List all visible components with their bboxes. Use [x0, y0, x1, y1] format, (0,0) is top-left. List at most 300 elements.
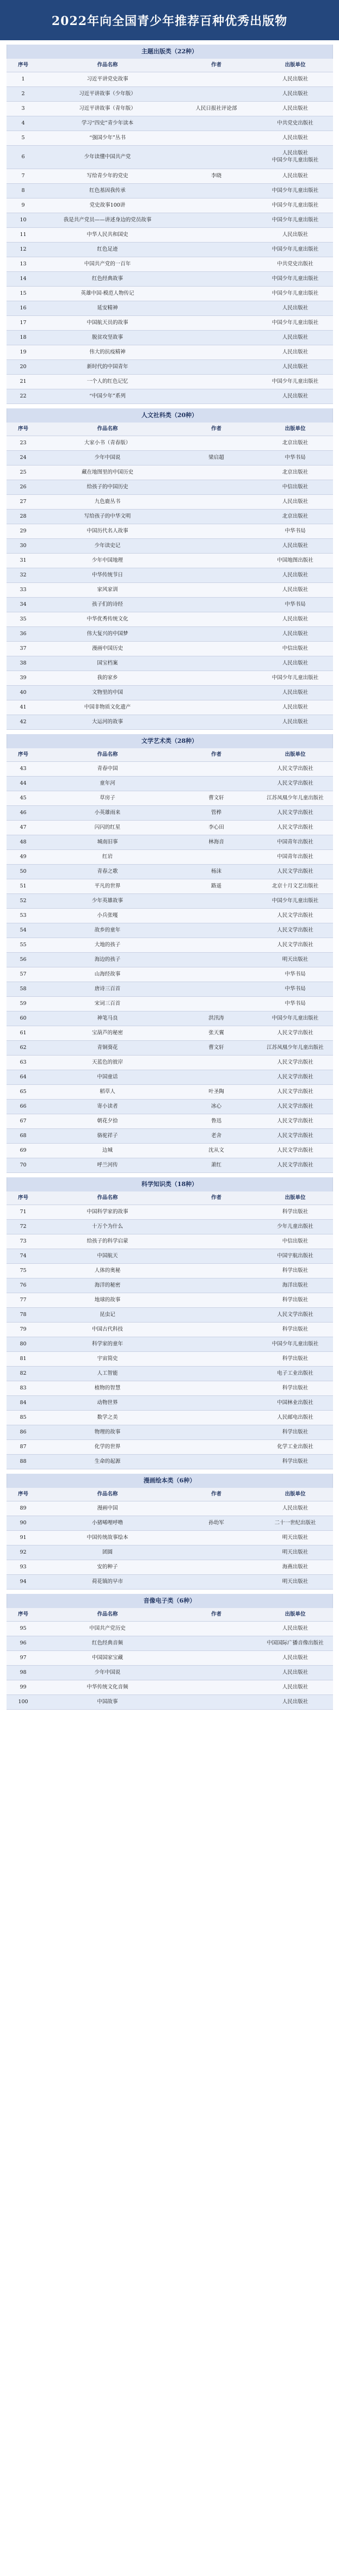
- publisher: 二十一世纪出版社: [258, 1516, 333, 1531]
- author: [175, 1056, 258, 1070]
- author: [175, 131, 258, 146]
- author: [175, 257, 258, 272]
- table-row: [7, 1041, 333, 1056]
- table-row: [7, 1560, 333, 1575]
- publisher: 人民出版社: [258, 568, 333, 583]
- table-row: [7, 850, 333, 865]
- row-number: 70: [7, 1158, 40, 1173]
- row-number: 41: [7, 700, 40, 715]
- publisher: 人民文学出版社: [258, 938, 333, 953]
- table-row: [7, 923, 333, 938]
- work-title: 海边的孩子: [40, 953, 175, 967]
- work-title: 大运河的故事: [40, 715, 175, 730]
- row-number: 1: [7, 72, 40, 87]
- table-row: [7, 345, 333, 360]
- table-body: [7, 436, 333, 730]
- publisher: 中国少年儿童出版社: [258, 671, 333, 686]
- publisher: 人民文学出版社: [258, 1070, 333, 1085]
- table-row: [7, 102, 333, 116]
- publisher: 中国地图出版社: [258, 554, 333, 568]
- work-title: 中国科学家的故事: [40, 1205, 175, 1220]
- table-row: [7, 938, 333, 953]
- publisher: 中信出版社: [258, 642, 333, 656]
- author: [175, 686, 258, 700]
- table-body: [7, 1205, 333, 1469]
- work-title: 地球的故事: [40, 1293, 175, 1308]
- row-number: 9: [7, 198, 40, 213]
- publisher: 中国少年儿童出版社: [258, 184, 333, 198]
- author: 梁启超: [175, 451, 258, 465]
- row-number: 6: [7, 146, 40, 169]
- work-title: 生命的起源: [40, 1455, 175, 1469]
- work-title: 漫画中国历史: [40, 642, 175, 656]
- author: [175, 1440, 258, 1455]
- header-cell-3: 出版单位: [258, 423, 333, 436]
- work-title: 大地的孩子: [40, 938, 175, 953]
- author: 沈从文: [175, 1144, 258, 1158]
- work-title: 海洋的秘密: [40, 1278, 175, 1293]
- work-title: 伟大的抗疫精神: [40, 345, 175, 360]
- row-number: 77: [7, 1293, 40, 1308]
- publisher: 人民出版社: [258, 1501, 333, 1516]
- row-number: 38: [7, 656, 40, 671]
- publisher: 人民出版社: [258, 345, 333, 360]
- work-title: 青春中国: [40, 762, 175, 777]
- work-title: 党史故事100讲: [40, 198, 175, 213]
- row-number: 89: [7, 1501, 40, 1516]
- author: [175, 1695, 258, 1710]
- row-number: 76: [7, 1278, 40, 1293]
- author: [175, 243, 258, 257]
- publisher: 江苏凤凰少年儿童出版社: [258, 1041, 333, 1056]
- publisher: 人民出版社: [258, 360, 333, 375]
- table-row: [7, 568, 333, 583]
- table-row: [7, 1100, 333, 1114]
- row-number: 63: [7, 1056, 40, 1070]
- publisher: 人民文学出版社: [258, 1056, 333, 1070]
- publisher: 人民文学出版社: [258, 1085, 333, 1100]
- publisher: 海洋出版社: [258, 1278, 333, 1293]
- publisher: 人民出版社: [258, 87, 333, 102]
- table-row: [7, 539, 333, 554]
- table-row: [7, 87, 333, 102]
- publisher: 中华书局: [258, 997, 333, 1011]
- table-row: [7, 1293, 333, 1308]
- author: [175, 1249, 258, 1264]
- publisher: 人民文学出版社: [258, 1026, 333, 1041]
- author: [175, 997, 258, 1011]
- table-row: [7, 257, 333, 272]
- publisher: 人民出版社: [258, 1622, 333, 1636]
- row-number: 61: [7, 1026, 40, 1041]
- table-row: [7, 1680, 333, 1695]
- publisher: 中国青年出版社: [258, 850, 333, 865]
- table-row: [7, 1545, 333, 1560]
- author: [175, 568, 258, 583]
- author: [175, 1278, 258, 1293]
- row-number: 98: [7, 1666, 40, 1680]
- work-title: 物理的故事: [40, 1425, 175, 1440]
- work-title: 红色经典音频: [40, 1636, 175, 1651]
- header-cell-0: 序号: [7, 59, 40, 72]
- author: [175, 198, 258, 213]
- publisher: 中国林业出版社: [258, 1396, 333, 1411]
- work-title: 漫画中国: [40, 1501, 175, 1516]
- publisher: 科学出版社: [258, 1425, 333, 1440]
- row-number: 23: [7, 436, 40, 451]
- row-number: 72: [7, 1220, 40, 1234]
- publisher: 中共党史出版社: [258, 257, 333, 272]
- author: [175, 1666, 258, 1680]
- publisher: 人民出版社: [258, 686, 333, 700]
- table-header: [7, 1608, 333, 1622]
- table-row: [7, 375, 333, 389]
- author: [175, 495, 258, 510]
- table-row: [7, 272, 333, 287]
- table-row: [7, 612, 333, 627]
- table-row: [7, 524, 333, 539]
- table-row: [7, 821, 333, 835]
- publisher: 中华书局: [258, 524, 333, 539]
- publisher: 人民出版社: [258, 656, 333, 671]
- table-body: [7, 1622, 333, 1710]
- row-number: 97: [7, 1651, 40, 1666]
- row-number: 67: [7, 1114, 40, 1129]
- publisher: 中国国际广播音像出版社: [258, 1636, 333, 1651]
- publisher: 北京出版社: [258, 510, 333, 524]
- work-title: 习近平讲故事（少年版）: [40, 87, 175, 102]
- row-number: 37: [7, 642, 40, 656]
- publisher: 中国少年儿童出版社: [258, 1337, 333, 1352]
- work-title: 中华人民共和国史: [40, 228, 175, 243]
- publisher: 人民出版社: [258, 72, 333, 87]
- work-title: 十万个为什么: [40, 1220, 175, 1234]
- row-number: 57: [7, 967, 40, 982]
- sections-container: [0, 40, 339, 1710]
- publisher: 北京出版社: [258, 436, 333, 451]
- table-row: [7, 1501, 333, 1516]
- author: [175, 389, 258, 404]
- author: 老舍: [175, 1129, 258, 1144]
- publisher: 中华书局: [258, 451, 333, 465]
- header-cell-0: 序号: [7, 1488, 40, 1501]
- row-number: 31: [7, 554, 40, 568]
- table-row: [7, 1622, 333, 1636]
- publisher: 人民文学出版社: [258, 806, 333, 821]
- publisher: 人民出版社 中国少年儿童出版社: [258, 146, 333, 169]
- table-row: [7, 1411, 333, 1425]
- row-number: 85: [7, 1411, 40, 1425]
- table-row: [7, 169, 333, 184]
- header-cell-0: 序号: [7, 748, 40, 762]
- author: [175, 554, 258, 568]
- publisher: 人民出版社: [258, 169, 333, 184]
- work-title: 童年河: [40, 777, 175, 791]
- table-row: [7, 1455, 333, 1469]
- table-row: [7, 1144, 333, 1158]
- author: [175, 1323, 258, 1337]
- table-row: [7, 1085, 333, 1100]
- table-row: [7, 967, 333, 982]
- publisher: 江苏凤凰少年儿童出版社: [258, 791, 333, 806]
- table-row: [7, 1056, 333, 1070]
- header-cell-1: 作品名称: [40, 1191, 175, 1205]
- work-title: 九色鹿丛书: [40, 495, 175, 510]
- work-title: 少年中国说: [40, 1666, 175, 1680]
- header-cell-2: 作者: [175, 1191, 258, 1205]
- table-row: [7, 146, 333, 169]
- header-cell-0: 序号: [7, 423, 40, 436]
- work-title: 小兵张嘎: [40, 909, 175, 923]
- page-title: 2022年向全国青少年推荐百种优秀出版物: [51, 14, 288, 28]
- author: [175, 642, 258, 656]
- table-row: [7, 1695, 333, 1710]
- row-number: 11: [7, 228, 40, 243]
- row-number: 25: [7, 465, 40, 480]
- row-number: 69: [7, 1144, 40, 1158]
- author: [175, 146, 258, 169]
- publisher: 科学出版社: [258, 1381, 333, 1396]
- row-number: 90: [7, 1516, 40, 1531]
- header-cell-2: 作者: [175, 1488, 258, 1501]
- publisher: 人民出版社: [258, 1695, 333, 1710]
- row-number: 58: [7, 982, 40, 997]
- row-number: 50: [7, 865, 40, 879]
- section-gap: [0, 1590, 339, 1594]
- publisher: 海燕出版社: [258, 1560, 333, 1575]
- title-banner: [0, 0, 339, 40]
- author: 萧红: [175, 1158, 258, 1173]
- author: [175, 777, 258, 791]
- author: [175, 184, 258, 198]
- section-gap: [0, 40, 339, 45]
- work-title: 荷花镇的早市: [40, 1575, 175, 1590]
- header-cell-3: 出版单位: [258, 1488, 333, 1501]
- row-number: 13: [7, 257, 40, 272]
- row-number: 68: [7, 1129, 40, 1144]
- row-number: 7: [7, 169, 40, 184]
- author: [175, 465, 258, 480]
- row-number: 74: [7, 1249, 40, 1264]
- author: [175, 228, 258, 243]
- publisher: 电子工业出版社: [258, 1367, 333, 1381]
- author: [175, 612, 258, 627]
- table-body: [7, 762, 333, 1173]
- work-title: 人体的奥秘: [40, 1264, 175, 1278]
- table-row: [7, 1264, 333, 1278]
- table-row: [7, 1129, 333, 1144]
- row-number: 43: [7, 762, 40, 777]
- row-number: 21: [7, 375, 40, 389]
- table-row: [7, 1308, 333, 1323]
- row-number: 99: [7, 1680, 40, 1695]
- author: [175, 1622, 258, 1636]
- work-title: 中国非物质文化遗产: [40, 700, 175, 715]
- table-row: [7, 451, 333, 465]
- table-row: [7, 1666, 333, 1680]
- table-row: [7, 436, 333, 451]
- work-title: 少年中国地理: [40, 554, 175, 568]
- work-title: 中国童话: [40, 1070, 175, 1085]
- section-title: 音像电子类（6种）: [7, 1594, 333, 1608]
- table-row: [7, 1220, 333, 1234]
- work-title: 植物的智慧: [40, 1381, 175, 1396]
- row-number: 48: [7, 835, 40, 850]
- work-title: 大家小书（青春版）: [40, 436, 175, 451]
- row-number: 75: [7, 1264, 40, 1278]
- publisher: 人民出版社: [258, 583, 333, 598]
- work-title: 少年英雄故事: [40, 894, 175, 909]
- table-row: [7, 480, 333, 495]
- author: [175, 1531, 258, 1545]
- table-row: [7, 213, 333, 228]
- work-title: 红色基因我传承: [40, 184, 175, 198]
- publisher: 人民出版社: [258, 389, 333, 404]
- author: [175, 953, 258, 967]
- table-row: [7, 642, 333, 656]
- table-row: [7, 389, 333, 404]
- work-title: 寄小读者: [40, 1100, 175, 1114]
- work-title: 新时代的中国青年: [40, 360, 175, 375]
- table-row: [7, 583, 333, 598]
- work-title: 团圆: [40, 1545, 175, 1560]
- table-row: [7, 1651, 333, 1666]
- row-number: 100: [7, 1695, 40, 1710]
- author: [175, 1680, 258, 1695]
- table-row: [7, 777, 333, 791]
- row-number: 91: [7, 1531, 40, 1545]
- author: [175, 539, 258, 554]
- work-title: 宝葫芦的秘密: [40, 1026, 175, 1041]
- table-row: [7, 1440, 333, 1455]
- table-row: [7, 1425, 333, 1440]
- work-title: 宇宙简史: [40, 1352, 175, 1367]
- work-title: 中国传统故事绘本: [40, 1531, 175, 1545]
- row-number: 39: [7, 671, 40, 686]
- table-row: [7, 301, 333, 316]
- work-title: 中国古代科技: [40, 1323, 175, 1337]
- table-row: [7, 1249, 333, 1264]
- publisher: 人民文学出版社: [258, 1100, 333, 1114]
- author: [175, 850, 258, 865]
- author: [175, 1411, 258, 1425]
- row-number: 95: [7, 1622, 40, 1636]
- row-number: 2: [7, 87, 40, 102]
- row-number: 18: [7, 331, 40, 345]
- table-row: [7, 598, 333, 612]
- table-row: [7, 671, 333, 686]
- publisher: 科学出版社: [258, 1455, 333, 1469]
- author: [175, 116, 258, 131]
- author: [175, 1070, 258, 1085]
- table-row: [7, 131, 333, 146]
- author: [175, 656, 258, 671]
- table-body: [7, 1501, 333, 1590]
- work-title: 青铜葵花: [40, 1041, 175, 1056]
- header-cell-2: 作者: [175, 748, 258, 762]
- author: [175, 1220, 258, 1234]
- work-title: 骆驼祥子: [40, 1129, 175, 1144]
- publisher: 中国少年儿童出版社: [258, 1011, 333, 1026]
- publisher: 人民文学出版社: [258, 762, 333, 777]
- table-row: [7, 1011, 333, 1026]
- author: 张天翼: [175, 1026, 258, 1041]
- table-row: [7, 762, 333, 777]
- author: [175, 510, 258, 524]
- work-title: 中华传统文化音频: [40, 1680, 175, 1695]
- publisher: 中国少年儿童出版社: [258, 243, 333, 257]
- table-row: [7, 510, 333, 524]
- table-row: [7, 953, 333, 967]
- row-number: 59: [7, 997, 40, 1011]
- work-title: 藏在地图里的中国历史: [40, 465, 175, 480]
- publisher: 中国少年儿童出版社: [258, 198, 333, 213]
- author: [175, 1381, 258, 1396]
- publisher: 中国少年儿童出版社: [258, 213, 333, 228]
- work-title: 故乡的童年: [40, 923, 175, 938]
- table-row: [7, 865, 333, 879]
- publisher: 中国少年儿童出版社: [258, 375, 333, 389]
- row-number: 73: [7, 1234, 40, 1249]
- section-0: [7, 45, 333, 404]
- publisher: 中信出版社: [258, 480, 333, 495]
- table-row: [7, 1114, 333, 1129]
- table-row: [7, 116, 333, 131]
- header-cell-1: 作品名称: [40, 59, 175, 72]
- section-gap: [0, 1469, 339, 1474]
- section-4: [7, 1474, 333, 1590]
- publisher: 人民出版社: [258, 612, 333, 627]
- row-number: 53: [7, 909, 40, 923]
- row-number: 3: [7, 102, 40, 116]
- author: [175, 715, 258, 730]
- table-row: [7, 184, 333, 198]
- work-title: 平凡的世界: [40, 879, 175, 894]
- work-title: 写给孩子的中华文明: [40, 510, 175, 524]
- publisher: 人民文学出版社: [258, 1114, 333, 1129]
- row-number: 33: [7, 583, 40, 598]
- table-row: [7, 1337, 333, 1352]
- author: 洪汛涛: [175, 1011, 258, 1026]
- publisher: 人民文学出版社: [258, 909, 333, 923]
- publisher: 中国少年儿童出版社: [258, 272, 333, 287]
- row-number: 54: [7, 923, 40, 938]
- row-number: 24: [7, 451, 40, 465]
- work-title: 中国共产党历史: [40, 1622, 175, 1636]
- row-number: 30: [7, 539, 40, 554]
- table-row: [7, 1352, 333, 1367]
- author: [175, 87, 258, 102]
- table-row: [7, 1234, 333, 1249]
- work-title: 少年读史记: [40, 539, 175, 554]
- section-title: 文学艺术类（28种）: [7, 734, 333, 748]
- work-title: 写给青少年的党史: [40, 169, 175, 184]
- work-title: 城南旧事: [40, 835, 175, 850]
- table-row: [7, 1575, 333, 1590]
- row-number: 27: [7, 495, 40, 510]
- publisher: 化学工业出版社: [258, 1440, 333, 1455]
- row-number: 60: [7, 1011, 40, 1026]
- publisher: 人民出版社: [258, 495, 333, 510]
- section-gap: [0, 1173, 339, 1177]
- author: [175, 938, 258, 953]
- work-title: 红色足迹: [40, 243, 175, 257]
- publisher: 科学出版社: [258, 1352, 333, 1367]
- row-number: 86: [7, 1425, 40, 1440]
- author: [175, 923, 258, 938]
- author: [175, 1575, 258, 1590]
- publisher: 人民出版社: [258, 1666, 333, 1680]
